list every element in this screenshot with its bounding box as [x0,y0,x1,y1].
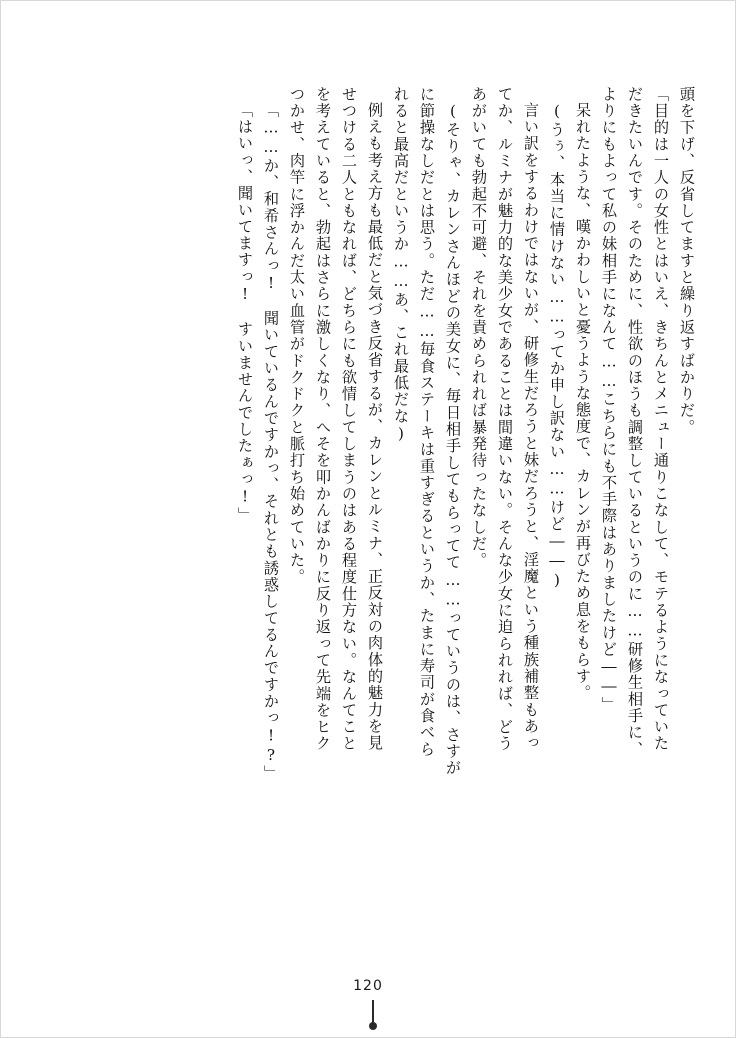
text-line: 言い訳をするわけではないが、研修生だろうと妹だろうと、淫魔という種族補整もあっ [522,102,540,752]
text-line: 「……か、和希さんっ! 聞いているんですかっ、それとも誘惑してるんですかっ!?」 [262,102,280,782]
page-number: 120 [353,978,383,994]
text-line: (うぅ、本当に情けない……ってか申し訳ない……けど――) [548,102,566,591]
text-line: を考えていると、勃起はさらに激しくなり、へそを叩かんばかりに反り返って先端をヒク [314,86,332,752]
vertical-text-body [42,86,694,926]
text-line: 頭を下げ、反省してますと繰り返すばかりだ。 [678,86,696,436]
text-line: (そりゃ、カレンさんほどの美女に、毎日相手してもらってて……っていうのは、さすが [444,102,462,777]
text-line: せつける二人ともなれば、どちらにも欲情してしまうのはある程度仕方ない。なんてこと [340,86,358,752]
text-line: 「はいっ、聞いてますっ! すいませんでしたぁっ!」 [236,102,254,524]
text-line: あがいても勃起不可避、それを責められれば暴発待ったなしだ。 [470,86,488,569]
text-line: 例えも考え方も最低だと気づき反省するが、カレンとルミナ、正反対の肉体的魅力を見 [366,102,384,752]
text-line: 「目的は一人の女性とはいえ、きちんとメニュー通りこなして、モテるようになっていた [652,86,670,752]
text-line: れると最高だというか……あ、これ最低だな) [392,86,410,445]
text-line: てか、ルミナが魅力的な美少女であることは間違いない。そんな少女に迫られれば、どう [496,86,514,752]
text-line: つかせ、肉竿に浮かんだ太い血管がドクドクと脈打ち始めていた。 [288,86,306,586]
text-line: だきたいんです。そのために、性欲のほうも調整しているというのに……研修生相手に、 [626,86,644,758]
footer-ornament-icon [372,1000,374,1026]
text-line: よりにもよって私の妹相手になんて……こちらにも不手際はありましたけど――」 [600,86,618,714]
text-line: に節操なしだとは思う。ただ……毎食ステーキは重すぎるというか、たまに寿司が食べら [418,86,436,758]
text-line: 呆れたような、嘆かわしいと憂うような態度で、カレンが再びため息をもらす。 [574,102,592,702]
